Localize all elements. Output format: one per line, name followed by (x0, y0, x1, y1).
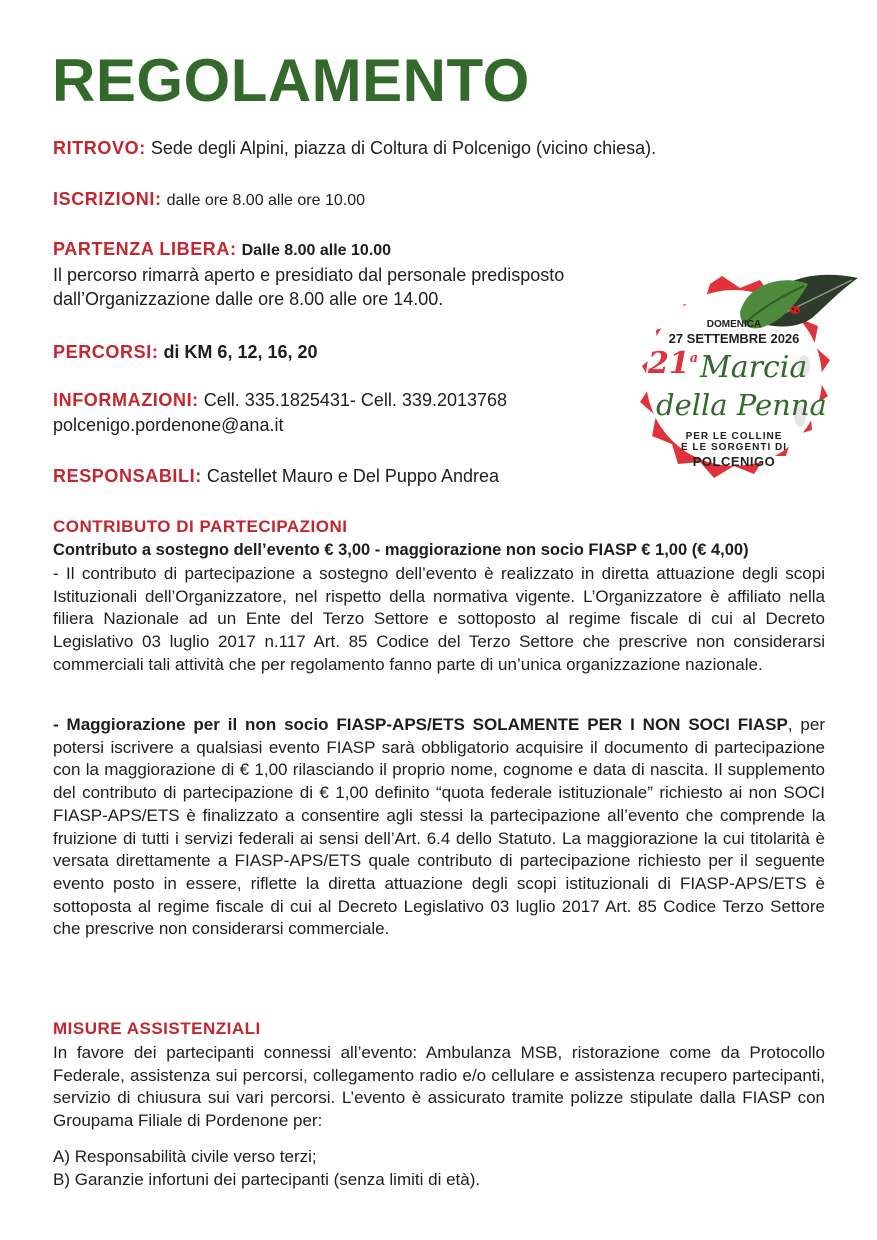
informazioni-row (53, 388, 507, 412)
percorsi-label: PERCORSI: (53, 342, 159, 362)
contributo-para-2-bold: - Maggiorazione per il non socio FIASP-APS/ETS SOLAMENTE PER I NON SOCI FIASP (53, 715, 788, 734)
misure-item-a: A) Responsabilità civile verso terzi; (53, 1147, 317, 1166)
email-link[interactable]: polcenigo.pordenone@ana.it (53, 415, 284, 435)
contributo-title: CONTRIBUTO DI PARTECIPAZIONI (53, 517, 348, 536)
partenza-label: PARTENZA LIBERA: (53, 239, 237, 259)
iscrizioni-label: ISCRIZIONI: (53, 189, 162, 209)
partenza-line-1: Il percorso rimarrà aperto e presidiato dal personale predisposto (53, 265, 565, 285)
badge-number: 21 (648, 346, 690, 381)
badge-sub-2: E LE SORGENTI DI (680, 442, 787, 453)
badge-edition (648, 346, 698, 381)
contributo-para-2-text: , per potersi iscrivere a qualsiasi evento FIASP sarà obbligatorio acquisire il documento di partecipazione con la maggiorazione di € 1,00 rilasciando il proprio nome, cognome e data di nascita. Il supplemento del contributo di partecipazione di € 1,00 definito “quota federale istituzionale” richiesto ai non SOCI FIASP-APS/ETS è finalizzato a consentire agli stessi la partecipazione all’evento che comprende la fruizione di tutti i servizi federali ai sensi dell’Art. 6.4 dello Statuto. La maggiorazione la cui titolarità è versata direttamente a FIASP-APS/ETS quale contributo di partecipazione richiesto per il seguente evento posto in essere, riflette la diretta attuazione degli scopi istituzionali di FIASP-APS/ETS è sottoposta al regime fiscale di cui al Decreto Legislativo 03 luglio 2017 Art. 85 Codice Terzo Settore che prescrive non considerarsi commerciale. (53, 715, 825, 939)
misure-title: MISURE ASSISTENZIALI (53, 1019, 261, 1038)
partenza-line-2: dall’Organizzazione dalle ore 8.00 alle ore 14.00. (53, 289, 444, 309)
percorsi-row (53, 340, 318, 364)
contributo-para-2 (53, 714, 825, 941)
ritrovo-label: RITROVO: (53, 138, 146, 158)
page-title: REGOLAMENTO (52, 47, 530, 114)
badge-sub-1: PER LE COLLINE (685, 431, 783, 442)
partenza-text: Dalle 8.00 alle 10.00 (241, 242, 392, 259)
informazioni-text: Cell. 335.1825431- Cell. 339.2013768 (203, 390, 508, 410)
partenza-row (53, 237, 391, 263)
contributo-lead: Contributo a sostegno dell’evento € 3,00 - maggiorazione non socio FIASP € 1,00 (€ 4,00) (53, 541, 749, 559)
badge-date: 27 SETTEMBRE 2026 (668, 331, 800, 346)
contributo-para-1: - Il contributo di partecipazione a sostegno dell’evento è realizzato in diretta attuazione degli scopi Istituzionali dell’Organizzatore, nel rispetto della normativa vigente. L’Organizzatore è affiliato nella filiera Nazionale ad un Ente del Terzo Settore e sottoposto al regime fiscale di cui al Decreto Legislativo 03 luglio 2017 n.117 Art. 85 Codice del Terzo Settore che prescrive non considerarsi commerciali tali attività che per regolamento fanno parte di un’unica organizzazione nazionale. (53, 564, 825, 674)
badge-line-1: Marcia (700, 350, 808, 385)
responsabili-row (53, 464, 499, 488)
iscrizioni-row (53, 187, 365, 213)
ritrovo-row (53, 136, 656, 160)
ladybug-icon (790, 306, 800, 314)
responsabili-label: RESPONSABILI: (53, 466, 202, 486)
badge-superscript: a (689, 351, 699, 366)
badge-line-2: della Penna (656, 388, 827, 422)
responsabili-text: Castellet Mauro e Del Puppo Andrea (206, 466, 500, 486)
event-badge (612, 266, 862, 498)
ritrovo-text: Sede degli Alpini, piazza di Coltura di Polcenigo (vicino chiesa). (150, 138, 657, 158)
misure-item-b: B) Garanzie infortuni dei partecipanti (senza limiti di età). (53, 1170, 481, 1189)
badge-day: DOMENICA (706, 319, 762, 330)
informazioni-label: INFORMAZIONI: (53, 390, 199, 410)
badge-town: POLCENIGO (692, 454, 776, 469)
iscrizioni-text: dalle ore 8.00 alle ore 10.00 (166, 192, 365, 209)
percorsi-text: di KM 6, 12, 16, 20 (163, 342, 318, 362)
misure-para: In favore dei partecipanti connessi all’evento: Ambulanza MSB, ristorazione come da Protocollo Federale, assistenza sui percorsi, collegamento radio e/o cellulare e assistenza recupero partecipanti, servizio di chiusura sui vari percorsi. L’evento è assicurato tramite polizze stipulate dalla FIASP con Groupama Filiale di Pordenone per: (53, 1043, 825, 1131)
